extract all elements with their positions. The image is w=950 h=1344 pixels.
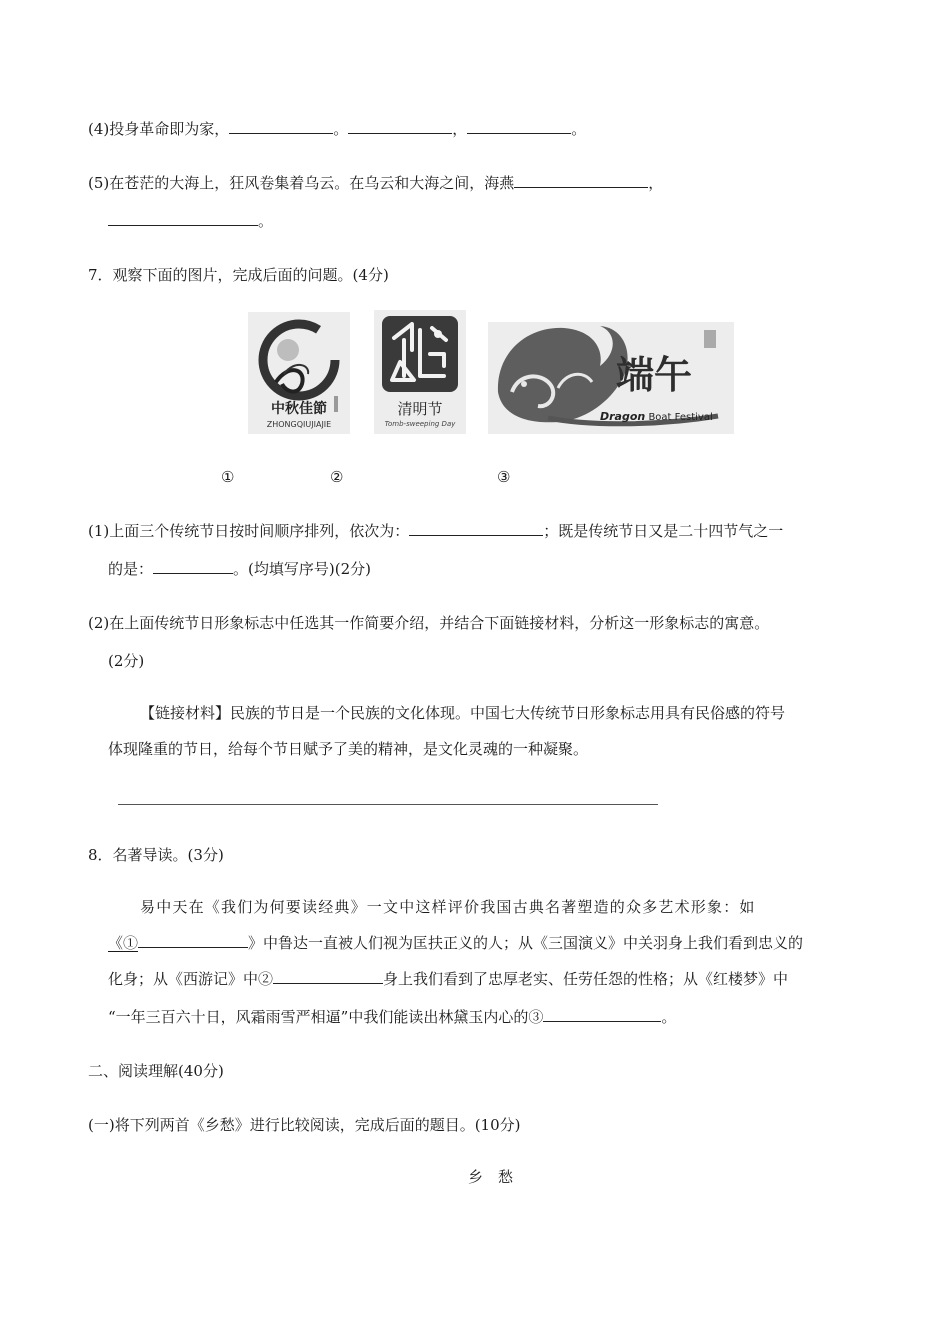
q6-item5: (5)在苍茫的大海上，狂风卷集着乌云。在乌云和大海之间，海燕 ， — [88, 174, 664, 192]
link-material-line2: 体现隆重的节日，给每个节日赋予了美的精神，是文化灵魂的一种凝聚。 — [108, 740, 589, 758]
answer-blank[interactable] — [273, 968, 383, 984]
answer-blank[interactable] — [153, 558, 233, 574]
logo-marker-1: ① — [221, 468, 235, 486]
logo-marker-2: ② — [330, 468, 344, 486]
answer-blank[interactable] — [138, 932, 248, 948]
q8-line4: “一年三百六十日，风霜雨雪严相逼”中我们能读出林黛玉内心的③ 。 — [108, 1008, 677, 1026]
link-material-line1: 【链接材料】民族的节日是一个民族的文化体现。中国七大传统节日形象标志用具有民俗感的符号 — [140, 704, 786, 722]
q7-sub2: (2)在上面传统节日形象标志中任选其一作简要介绍，并结合下面链接材料，分析这一形象标志的寓意。 — [88, 614, 770, 632]
answer-blank[interactable] — [229, 118, 333, 134]
answer-blank[interactable] — [348, 118, 452, 134]
q7-sub2-score: (2分) — [108, 652, 145, 670]
q7-title: 7．观察下面的图片，完成后面的问题。(4分) — [88, 266, 389, 284]
answer-blank[interactable] — [543, 1006, 661, 1022]
q8-title: 8．名著导读。(3分) — [88, 846, 224, 864]
mid-autumn-logo-icon: 中秋佳節 ZHONGQIUJIAJIE — [248, 312, 350, 434]
poem-title: 乡 愁 — [468, 1168, 514, 1186]
q8-line3: 化身；从《西游记》中② 身上我们看到了忠厚老实、任劳任怨的性格；从《红楼梦》中 — [108, 970, 789, 988]
q7-sub1: (1)上面三个传统节日按时间顺序排列，依次为： ；既是传统节日又是二十四节气之一 — [88, 522, 784, 540]
q8-line2: 《① 》中鲁达一直被人们视为匡扶正义的人；从《三国演义》中关羽身上我们看到忠义的 — [108, 934, 804, 952]
dragon-boat-logo-icon: 端午 Dragon Boat Festival — [488, 322, 734, 434]
section2-part1-title: (一)将下列两首《乡愁》进行比较阅读，完成后面的题目。(10分) — [88, 1116, 521, 1134]
q6-item4: (4)投身革命即为家， 。 ， 。 — [88, 120, 587, 138]
answer-blank[interactable] — [108, 210, 258, 226]
qingming-logo-icon: 清明节 Tomb-sweeping Day — [374, 310, 466, 434]
section2-title: 二、阅读理解(40分) — [88, 1062, 224, 1080]
q8-line1: 易中天在《我们为何要读经典》一文中这样评价我国古典名著塑造的众多艺术形象：如 — [140, 898, 756, 916]
answer-line[interactable] — [118, 804, 658, 805]
logo-marker-3: ③ — [497, 468, 511, 486]
answer-blank[interactable] — [467, 118, 571, 134]
q7-sub1-line2: 的是： 。(均填写序号)(2分) — [108, 560, 371, 578]
answer-blank[interactable] — [409, 520, 543, 536]
answer-blank[interactable] — [514, 172, 648, 188]
q6-item5-line2: 。 — [108, 210, 273, 232]
